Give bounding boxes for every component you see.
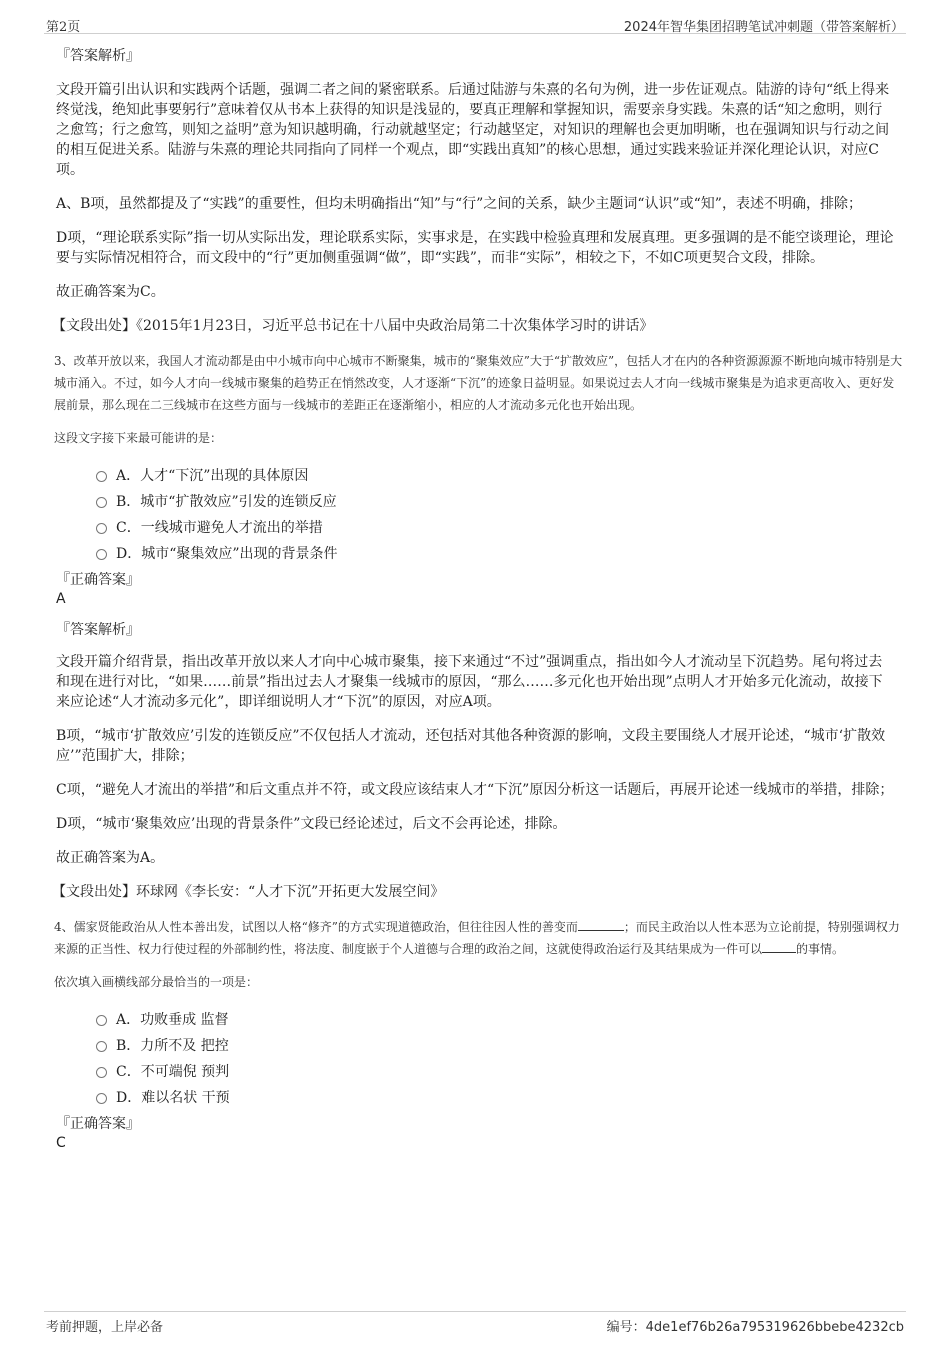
- q3-options: [96, 462, 894, 566]
- page-content: [52, 44, 903, 1164]
- q4-answer-label: 『正确答案』: [56, 1116, 140, 1132]
- q4-option-d[interactable]: D．难以名状 干预: [96, 1084, 894, 1110]
- radio-icon[interactable]: [96, 497, 107, 508]
- q3-answer-label: 『正确答案』: [56, 572, 140, 588]
- radio-icon[interactable]: [96, 1015, 107, 1026]
- q2-analysis-label: 『答案解析』: [56, 48, 140, 64]
- q4-option-a[interactable]: A．功败垂成 监督: [96, 1006, 894, 1032]
- q3-option-d[interactable]: D．城市“聚集效应”出现的背景条件: [96, 540, 894, 566]
- q3-option-b[interactable]: B．城市“扩散效应”引发的连锁反应: [96, 488, 894, 514]
- page-number: 第2页: [46, 20, 81, 35]
- radio-icon[interactable]: [96, 549, 107, 560]
- q3-analysis-para3: C项，“避免人才流出的举措”和后文重点并不符，或文段应该结束人才“下沉”原因分析这一话题后，再展开论述一线城市的举措，排除；: [56, 782, 894, 798]
- q3-analysis-label: 『答案解析』: [56, 622, 140, 638]
- radio-icon[interactable]: [96, 523, 107, 534]
- q3-answer: A: [56, 591, 66, 607]
- footer-code-value: 4de1ef76b26a795319626bbebe4232cb: [645, 1320, 904, 1335]
- q2-analysis-para1: 文段开篇引出认识和实践两个话题，强调二者之间的紧密联系。后通过陆游与朱熹的名句为例，进一步佐证观点。陆游的诗句“纸上得来终觉浅，绝知此事要躬行”意味着仅从书本上获得的知识是浅显的，要真正理解和掌握知识，需要亲身实践。朱熹的话“知之愈明，则行之愈笃；行之愈笃，则知之益明”意为知识越明确，行动就越坚定；行动越坚定，对知识的理解也会更加明晰，也在强调知识与行动之间的相互促进关系。陆游与朱熹的理论共同指向了同样一个观点，即“实践出真知”的核心思想，通过实践来验证并深化理论认识，对应C项。: [56, 82, 890, 178]
- q3-prompt: 这段文字接下来最可能讲的是：: [54, 431, 223, 445]
- page-footer: [44, 1311, 906, 1335]
- q3-conclusion: 故正确答案为A。: [56, 850, 165, 866]
- q2-source: 【文段出处】《2015年1月23日，习近平总书记在十八届中央政治局第二十次集体学习时的讲话》: [52, 318, 654, 334]
- q2-conclusion: 故正确答案为C。: [56, 284, 165, 300]
- document-title: 2024年智华集团招聘笔试冲刺题（带答案解析）: [623, 20, 904, 35]
- q3-option-c[interactable]: C．一线城市避免人才流出的举措: [96, 514, 894, 540]
- q2-analysis-para2: A、B项，虽然都提及了“实践”的重要性，但均未明确指出“知”与“行”之间的关系，缺少主题词“认识”或“知”，表述不明确，排除；: [56, 196, 862, 212]
- q3-question-text: 3、改革开放以来，我国人才流动都是由中小城市向中心城市不断聚集，城市的“聚集效应”大于“扩散效应”，包括人才在内的各种资源源源不断地向城市特别是大城市涌入。不过，如今人才向一线城市聚集的趋势正在悄然改变，人才逐渐“下沉”的迹象日益明显。如果说过去人才向一线城市聚集是为追求更高收入、更好发展前景，那么现在二三线城市在这些方面与一线城市的差距正在逐渐缩小，相应的人才流动多元化也开始出现。: [54, 354, 903, 412]
- q3-analysis-para4: D项，“城市‘聚集效应’出现的背景条件”文段已经论述过，后文不会再论述，排除。: [56, 816, 567, 832]
- radio-icon[interactable]: [96, 1067, 107, 1078]
- radio-icon[interactable]: [96, 471, 107, 482]
- q4-options: [96, 1006, 894, 1110]
- q4-option-b[interactable]: B．力所不及 把控: [96, 1032, 894, 1058]
- blank-2: [762, 939, 796, 953]
- q4-prompt: 依次填入画横线部分最恰当的一项是：: [54, 975, 259, 989]
- q4-question-text: 4、儒家贤能政治从人性本善出发，试图以人格“修齐”的方式实现道德政治，但往往因人性的善变而 ；而民主政治以人性本恶为立论前提，特别强调权力来源的正当性、权力行使过程的外部制约性，将法度、制度嵌于个人道德与合理的政治之间，这就使得政治运行及其结果成为一件可以 的事情。: [54, 916, 906, 960]
- footer-slogan: 考前押题，上岸必备: [46, 1320, 164, 1335]
- q3-analysis-para1: 文段开篇介绍背景，指出改革开放以来人才向中心城市聚集，接下来通过“不过”强调重点，指出如今人才流动呈下沉趋势。尾句将过去和现在进行对比，“如果……前景”指出过去人才聚集一线城市的原因，“那么……多元化也开始出现”点明人才开始多元化流动，故接下来应论述“人才流动多元化”，即详细说明人才“下沉”的原因，对应A项。: [56, 654, 883, 710]
- blank-1: [578, 917, 624, 931]
- q3-option-a[interactable]: A．人才“下沉”出现的具体原因: [96, 462, 894, 488]
- footer-code-label: 编号：: [606, 1320, 646, 1335]
- q3-source: 【文段出处】环球网《李长安：“人才下沉”开拓更大发展空间》: [52, 884, 445, 900]
- q4-answer: C: [56, 1135, 66, 1151]
- q4-option-c[interactable]: C．不可端倪 预判: [96, 1058, 894, 1084]
- radio-icon[interactable]: [96, 1041, 107, 1052]
- radio-icon[interactable]: [96, 1093, 107, 1104]
- q2-analysis-para3: D项，“理论联系实际”指一切从实际出发，理论联系实际，实事求是，在实践中检验真理和发展真理。更多强调的是不能空谈理论，理论要与实际情况相符合，而文段中的“行”更加侧重强调“做”，即“实践”，而非“实际”，相较之下，不如C项更契合文段，排除。: [56, 230, 894, 266]
- page-header: [44, 14, 906, 34]
- q3-analysis-para2: B项，“城市‘扩散效应’引发的连锁反应”不仅包括人才流动，还包括对其他各种资源的影响，文段主要围绕人才展开论述，“城市‘扩散效应’”范围扩大，排除；: [56, 728, 886, 764]
- footer-code: [607, 1316, 904, 1335]
